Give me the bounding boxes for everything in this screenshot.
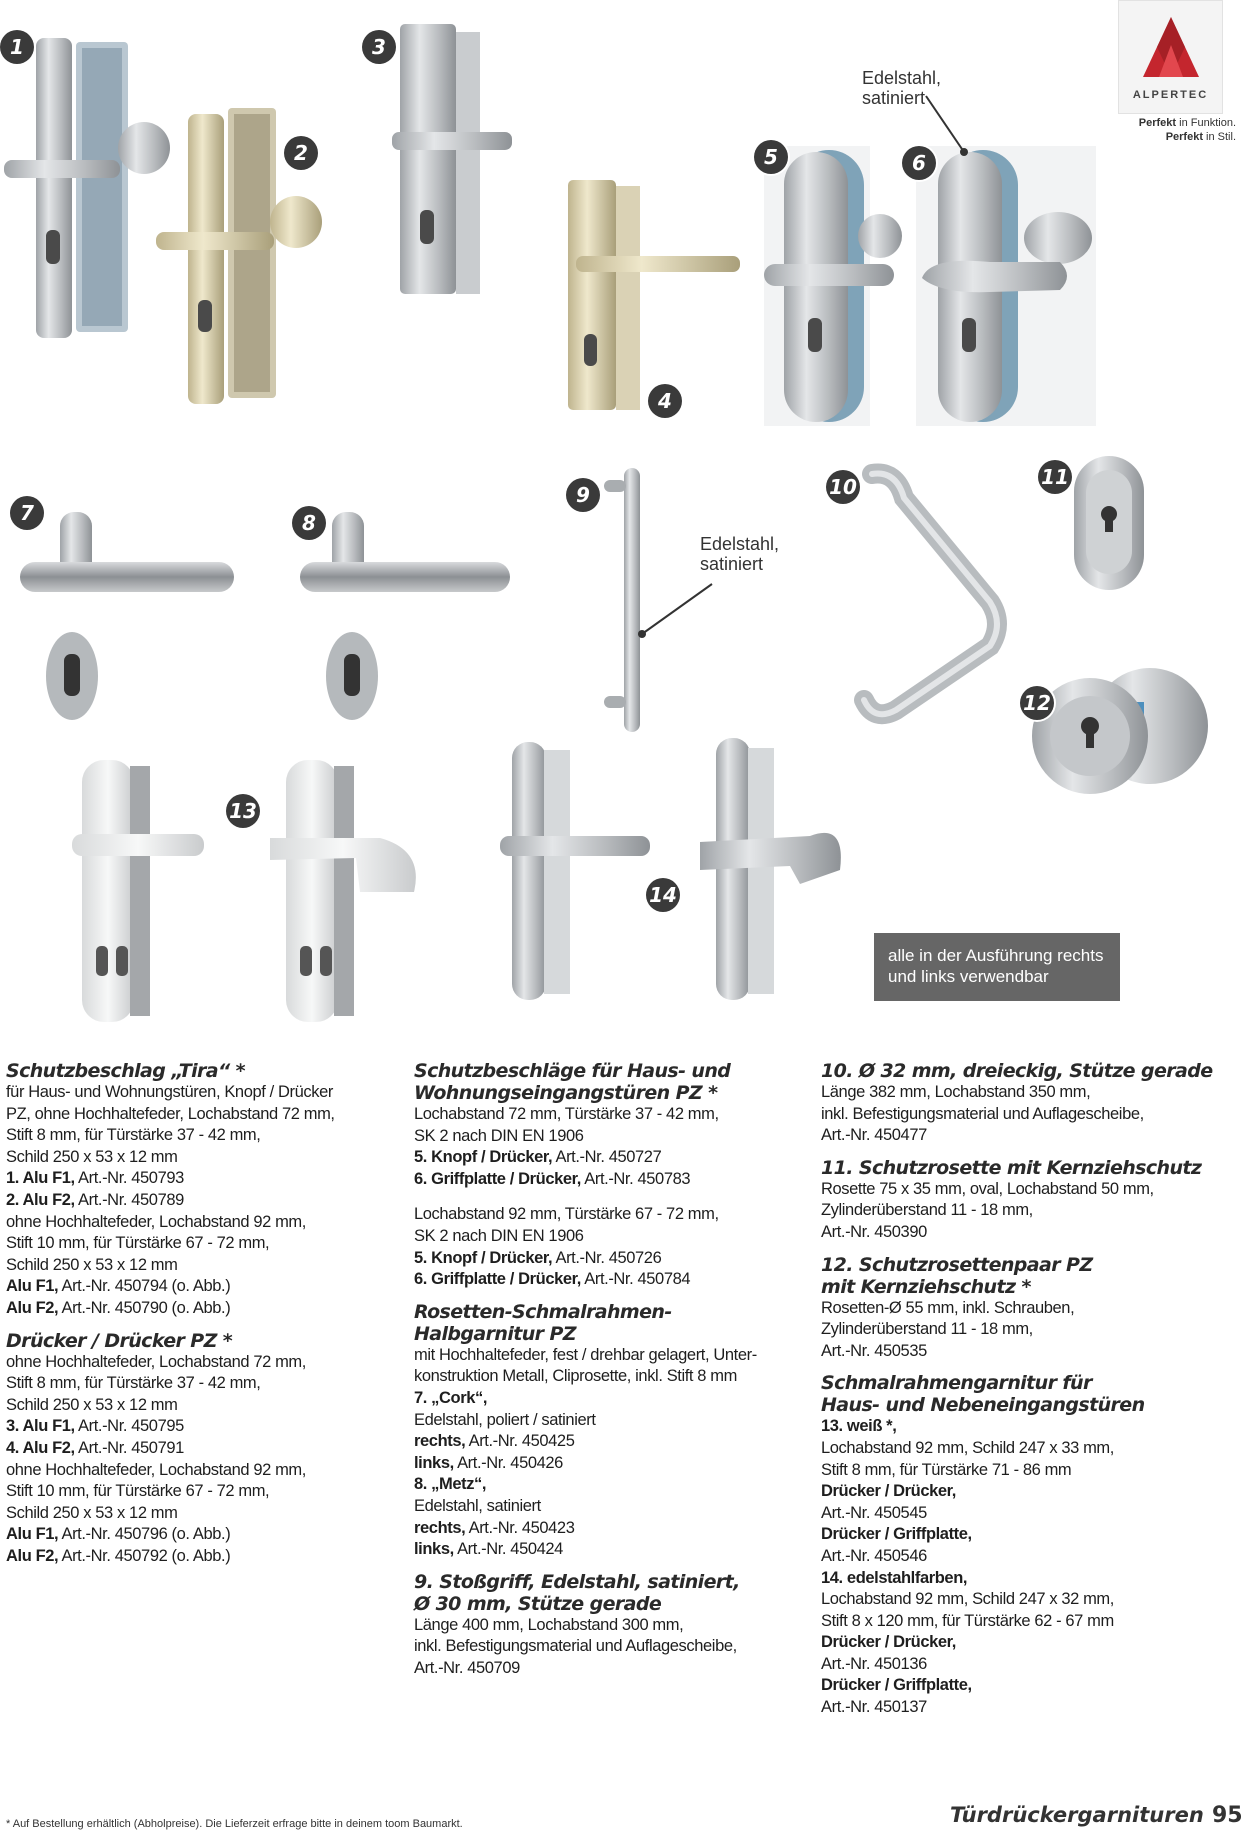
spec-text: Art.-Nr. 450423 (465, 1518, 575, 1537)
spec-line (821, 1524, 1231, 1546)
spec-line (821, 1632, 1231, 1654)
spec-line (821, 1125, 1231, 1147)
spec-text: Art.-Nr. 450390 (821, 1222, 927, 1241)
footer-category: Türdrückergarnituren (950, 1803, 1204, 1827)
spec-text: Art.-Nr. 450136 (821, 1654, 927, 1673)
spec-line (414, 1366, 810, 1388)
section-title-line: Halbgarnitur PZ (414, 1322, 576, 1345)
spec-text: Rosetten-Ø 55 mm, inkl. Schrauben, (821, 1298, 1075, 1317)
spec-line (414, 1518, 810, 1540)
spec-label: Drücker / Griffplatte, (821, 1676, 972, 1695)
spec-text: Art.-Nr. 450477 (821, 1126, 927, 1145)
product-section (821, 1372, 1231, 1718)
spec-text: für Haus- und Wohnungstüren, Knopf / Drücker (6, 1083, 333, 1101)
spec-line (414, 1658, 810, 1680)
spec-text: Länge 400 mm, Lochabstand 300 mm, (414, 1615, 684, 1634)
spec-line (414, 1169, 810, 1191)
section-title-line: 11. Schutzrosette mit Kernziehschutz (821, 1156, 1202, 1179)
spec-line (821, 1611, 1231, 1633)
spec-line (6, 1524, 404, 1546)
spec-text: Lochabstand 92 mm, Schild 247 x 33 mm, (821, 1438, 1114, 1457)
spacer (414, 1190, 810, 1204)
badge-7: 7 (10, 496, 44, 530)
badge-11: 11 (1038, 460, 1072, 494)
spec-label: 13. weiß *, (821, 1417, 897, 1436)
section-title-line: Wohnungseingangstüren PZ * (414, 1082, 718, 1104)
spec-line (6, 1503, 404, 1525)
spec-text: Stift 8 mm, für Türstärke 37 - 42 mm, (6, 1374, 261, 1393)
spec-label: 7. „Cork“, (414, 1388, 488, 1407)
spec-text: Rosette 75 x 35 mm, oval, Lochabstand 50 mm, (821, 1179, 1154, 1198)
spec-line (6, 1395, 404, 1417)
note-line2: und links verwendbar (888, 967, 1049, 986)
badge-9: 9 (566, 478, 600, 512)
spec-line (821, 1200, 1231, 1222)
spec-line (821, 1546, 1231, 1568)
note-line1: alle in der Ausführung rechts (888, 946, 1104, 965)
spec-text: Lochabstand 92 mm, Türstärke 67 - 72 mm, (414, 1205, 719, 1224)
product-section (6, 1060, 404, 1320)
spec-text: Art.-Nr. 450546 (821, 1546, 927, 1565)
section-title (414, 1301, 810, 1345)
spec-label: 8. „Metz“, (414, 1475, 487, 1494)
product-4-photo (568, 180, 740, 410)
spec-text: Schild 250 x 53 x 12 mm (6, 1255, 178, 1274)
spec-text: Schild 250 x 53 x 12 mm (6, 1395, 178, 1414)
spec-text: Art.-Nr. 450794 (o. Abb.) (58, 1277, 231, 1296)
spec-text: Art.-Nr. 450792 (o. Abb.) (58, 1546, 231, 1565)
spec-text: konstruktion Metall, Cliprosette, inkl. Stift 8 mm (414, 1367, 737, 1386)
section-title-line: Drücker / Drücker PZ * (6, 1329, 233, 1352)
spec-line (414, 1410, 810, 1432)
spec-text: Zylinderüberstand 11 - 18 mm, (821, 1320, 1033, 1339)
spec-line (414, 1226, 810, 1248)
spec-line (821, 1104, 1231, 1126)
product-section (821, 1157, 1231, 1244)
spec-label: 1. Alu F1, (6, 1169, 75, 1188)
section-title (821, 1372, 1231, 1416)
spec-label: 5. Knopf / Drücker, (414, 1248, 553, 1267)
spec-line (821, 1082, 1231, 1104)
callout-edelstahl-mid (700, 534, 779, 574)
badge-1: 1 (0, 30, 34, 64)
text-column-1 (6, 1060, 404, 1577)
spec-text: mit Hochhaltefeder, fest / drehbar gelagert, Unter- (414, 1345, 757, 1364)
spec-line (6, 1255, 404, 1277)
footer-availability-note: * Auf Bestellung erhältlich (Abholpreise). Die Lieferzeit erfrage bitte in deinem toom Baumarkt. (6, 1818, 463, 1830)
spec-line (821, 1222, 1231, 1244)
spec-text: Art.-Nr. 450791 (74, 1438, 184, 1457)
section-title (6, 1330, 404, 1352)
slogan-rest-2: in Stil. (1202, 131, 1236, 143)
section-title-line: Haus- und Nebeneingangstüren (821, 1394, 1145, 1417)
spec-label: rechts, (414, 1432, 466, 1451)
product-14-photo (500, 738, 841, 1000)
spec-line (414, 1248, 810, 1270)
spec-line (414, 1431, 810, 1453)
spec-line (414, 1388, 810, 1410)
spec-text: Stift 10 mm, für Türstärke 67 - 72 mm, (6, 1482, 270, 1501)
spec-text: Lochabstand 92 mm, Schild 247 x 32 mm, (821, 1590, 1114, 1609)
badge-14: 14 (646, 878, 680, 912)
spec-text: Länge 382 mm, Lochabstand 350 mm, (821, 1083, 1091, 1101)
spec-text: Art.-Nr. 450727 (552, 1148, 662, 1167)
spec-text: Art.-Nr. 450426 (453, 1453, 563, 1472)
spec-line (6, 1416, 404, 1438)
spec-line (414, 1615, 810, 1637)
spec-line (414, 1636, 810, 1658)
spec-line (6, 1438, 404, 1460)
spec-label: Drücker / Drücker, (821, 1482, 956, 1501)
spec-text: ohne Hochhaltefeder, Lochabstand 72 mm, (6, 1352, 306, 1371)
product-6-photo (916, 146, 1096, 426)
spec-line (6, 1460, 404, 1482)
section-title-line: Rosetten-Schmalrahmen- (414, 1300, 672, 1323)
spec-text: Art.-Nr. 450790 (o. Abb.) (58, 1298, 231, 1317)
spec-line (414, 1126, 810, 1148)
spec-text: PZ, ohne Hochhaltefeder, Lochabstand 72 mm, (6, 1104, 335, 1123)
spec-text: Lochabstand 72 mm, Türstärke 37 - 42 mm, (414, 1105, 719, 1123)
spec-label: 2. Alu F2, (6, 1190, 75, 1209)
spec-line (6, 1373, 404, 1395)
spec-label: rechts, (414, 1518, 466, 1537)
spec-text: Zylinderüberstand 11 - 18 mm, (821, 1201, 1033, 1220)
spec-line (6, 1276, 404, 1298)
spec-line (821, 1481, 1231, 1503)
spec-text: Art.-Nr. 450709 (414, 1658, 520, 1677)
section-title (6, 1060, 404, 1082)
spec-text: Art.-Nr. 450726 (552, 1248, 662, 1267)
product-section (414, 1301, 810, 1561)
product-9-photo (604, 468, 640, 732)
usage-note-box (874, 933, 1120, 1001)
spec-line (6, 1233, 404, 1255)
product-11-photo (1074, 456, 1144, 590)
section-title (821, 1157, 1231, 1179)
spec-line (821, 1319, 1231, 1341)
spec-line (6, 1190, 404, 1212)
spec-line (821, 1416, 1231, 1438)
spec-line (6, 1298, 404, 1320)
section-title-line: 10. Ø 32 mm, dreieckig, Stütze gerade (821, 1060, 1213, 1082)
spec-line (6, 1481, 404, 1503)
spec-line (6, 1125, 404, 1147)
spec-text: Art.-Nr. 450796 (o. Abb.) (58, 1525, 231, 1544)
spec-line (414, 1474, 810, 1496)
spec-text: Art.-Nr. 450425 (465, 1432, 575, 1451)
product-section (821, 1254, 1231, 1363)
spec-text: Art.-Nr. 450545 (821, 1503, 927, 1522)
section-title (821, 1254, 1231, 1298)
spec-label: Alu F2, (6, 1546, 59, 1565)
badge-10: 10 (826, 470, 860, 504)
spec-text: Art.-Nr. 450137 (821, 1698, 927, 1717)
spec-line (6, 1546, 404, 1568)
spec-line (414, 1147, 810, 1169)
spec-line (414, 1204, 810, 1226)
spec-label: links, (414, 1540, 454, 1559)
product-7-photo (20, 512, 234, 720)
spec-line (821, 1697, 1231, 1719)
spec-text: inkl. Befestigungsmaterial und Auflagescheibe, (821, 1104, 1144, 1123)
spec-label: links, (414, 1453, 454, 1472)
spec-line (821, 1460, 1231, 1482)
spec-text: Schild 250 x 53 x 12 mm (6, 1503, 178, 1522)
spec-line (821, 1675, 1231, 1697)
product-5-photo (764, 146, 902, 426)
spec-line (6, 1352, 404, 1374)
callout-top-line2: satiniert (862, 88, 926, 108)
callout-edelstahl-top (862, 68, 941, 108)
spec-line (6, 1082, 404, 1104)
callout-mid-line2: satiniert (700, 554, 764, 574)
spec-line (821, 1341, 1231, 1363)
spec-line (821, 1503, 1231, 1525)
spec-line (414, 1269, 810, 1291)
section-title (414, 1571, 810, 1615)
slogan-bold-1: Perfekt (1138, 117, 1177, 129)
spec-line (414, 1104, 810, 1126)
badge-13: 13 (226, 794, 260, 828)
product-section (414, 1060, 810, 1291)
spec-text: Art.-Nr. 450784 (580, 1270, 691, 1289)
badge-3: 3 (362, 30, 396, 64)
spec-text: Art.-Nr. 450789 (74, 1190, 184, 1209)
spec-text: Art.-Nr. 450424 (453, 1540, 563, 1559)
spec-text: ohne Hochhaltefeder, Lochabstand 92 mm, (6, 1212, 306, 1231)
spec-text: Stift 8 x 120 mm, für Türstärke 62 - 67 mm (821, 1611, 1114, 1630)
spec-label: Alu F1, (6, 1277, 59, 1296)
spec-text: Stift 8 mm, für Türstärke 37 - 42 mm, (6, 1126, 261, 1145)
section-title-line: 12. Schutzrosettenpaar PZ (821, 1253, 1093, 1276)
product-3-photo (392, 24, 512, 294)
badge-4: 4 (648, 384, 682, 418)
spec-label: 5. Knopf / Drücker, (414, 1148, 553, 1167)
product-section (6, 1330, 404, 1568)
spec-text: Stift 8 mm, für Türstärke 71 - 86 mm (821, 1460, 1072, 1479)
brand-name: ALPERTEC (1132, 89, 1209, 101)
spec-line (821, 1179, 1231, 1201)
section-title-line: Schutzbeschläge für Haus- und (414, 1060, 731, 1082)
badge-8: 8 (292, 506, 326, 540)
section-title (821, 1060, 1231, 1082)
spec-line (821, 1654, 1231, 1676)
section-title (414, 1060, 810, 1104)
spec-line (414, 1496, 810, 1518)
spec-text: SK 2 nach DIN EN 1906 (414, 1126, 584, 1145)
spec-label: 3. Alu F1, (6, 1417, 75, 1436)
spec-line (821, 1568, 1231, 1590)
product-10-photo (864, 474, 997, 715)
badge-5: 5 (754, 140, 788, 174)
spec-line (821, 1438, 1231, 1460)
spec-label: Drücker / Drücker, (821, 1633, 956, 1652)
product-section (414, 1571, 810, 1680)
spec-line (821, 1589, 1231, 1611)
badge-12: 12 (1020, 686, 1054, 720)
product-section (821, 1060, 1231, 1147)
spec-label: 6. Griffplatte / Drücker, (414, 1270, 581, 1289)
spec-text: SK 2 nach DIN EN 1906 (414, 1226, 584, 1245)
spec-line (6, 1104, 404, 1126)
slogan-bold-2: Perfekt (1165, 131, 1203, 143)
spec-text: Art.-Nr. 450795 (74, 1417, 184, 1436)
spec-text: ohne Hochhaltefeder, Lochabstand 92 mm, (6, 1460, 306, 1479)
spec-line (414, 1345, 810, 1367)
spec-label: 4. Alu F2, (6, 1438, 75, 1457)
spec-line (6, 1168, 404, 1190)
section-title-line: Schutzbeschlag „Tira“ * (6, 1060, 245, 1082)
text-column-3 (821, 1060, 1231, 1729)
spec-line (414, 1539, 810, 1561)
callout-mid-line1: Edelstahl, (700, 534, 780, 554)
badge-2: 2 (284, 136, 318, 170)
section-title-line: 9. Stoßgriff, Edelstahl, satiniert, (414, 1570, 740, 1593)
spec-line (6, 1212, 404, 1234)
badge-6: 6 (902, 146, 936, 180)
spec-text: Edelstahl, satiniert (414, 1496, 541, 1515)
product-8-photo (300, 512, 510, 720)
spec-text: Schild 250 x 53 x 12 mm (6, 1147, 178, 1166)
spec-line (6, 1147, 404, 1169)
spec-text: Art.-Nr. 450783 (580, 1169, 691, 1188)
spec-text: Art.-Nr. 450793 (74, 1169, 184, 1188)
spec-text: inkl. Befestigungsmaterial und Auflagescheibe, (414, 1637, 737, 1656)
section-title-line: Ø 30 mm, Stütze gerade (414, 1592, 662, 1615)
section-title-line: Schmalrahmengarnitur für (821, 1372, 1092, 1395)
spec-text: Stift 10 mm, für Türstärke 67 - 72 mm, (6, 1234, 270, 1253)
page-number: 95 (1212, 1803, 1243, 1828)
product-12-photo (1032, 668, 1208, 794)
spec-label: Alu F1, (6, 1525, 59, 1544)
product-1-photo (4, 38, 170, 338)
spec-label: Drücker / Griffplatte, (821, 1525, 972, 1544)
slogan-rest-1: in Funktion. (1176, 117, 1236, 129)
spec-text: Art.-Nr. 450535 (821, 1341, 927, 1360)
spec-label: 14. edelstahlfarben, (821, 1568, 968, 1587)
spec-label: Alu F2, (6, 1298, 59, 1317)
callout-top-line1: Edelstahl, (862, 68, 942, 88)
text-column-2 (414, 1060, 810, 1689)
spec-label: 6. Griffplatte / Drücker, (414, 1169, 581, 1188)
section-title-line: mit Kernziehschutz * (821, 1275, 1031, 1298)
spec-line (414, 1453, 810, 1475)
spec-line (821, 1298, 1231, 1320)
spec-text: Edelstahl, poliert / satiniert (414, 1410, 596, 1429)
